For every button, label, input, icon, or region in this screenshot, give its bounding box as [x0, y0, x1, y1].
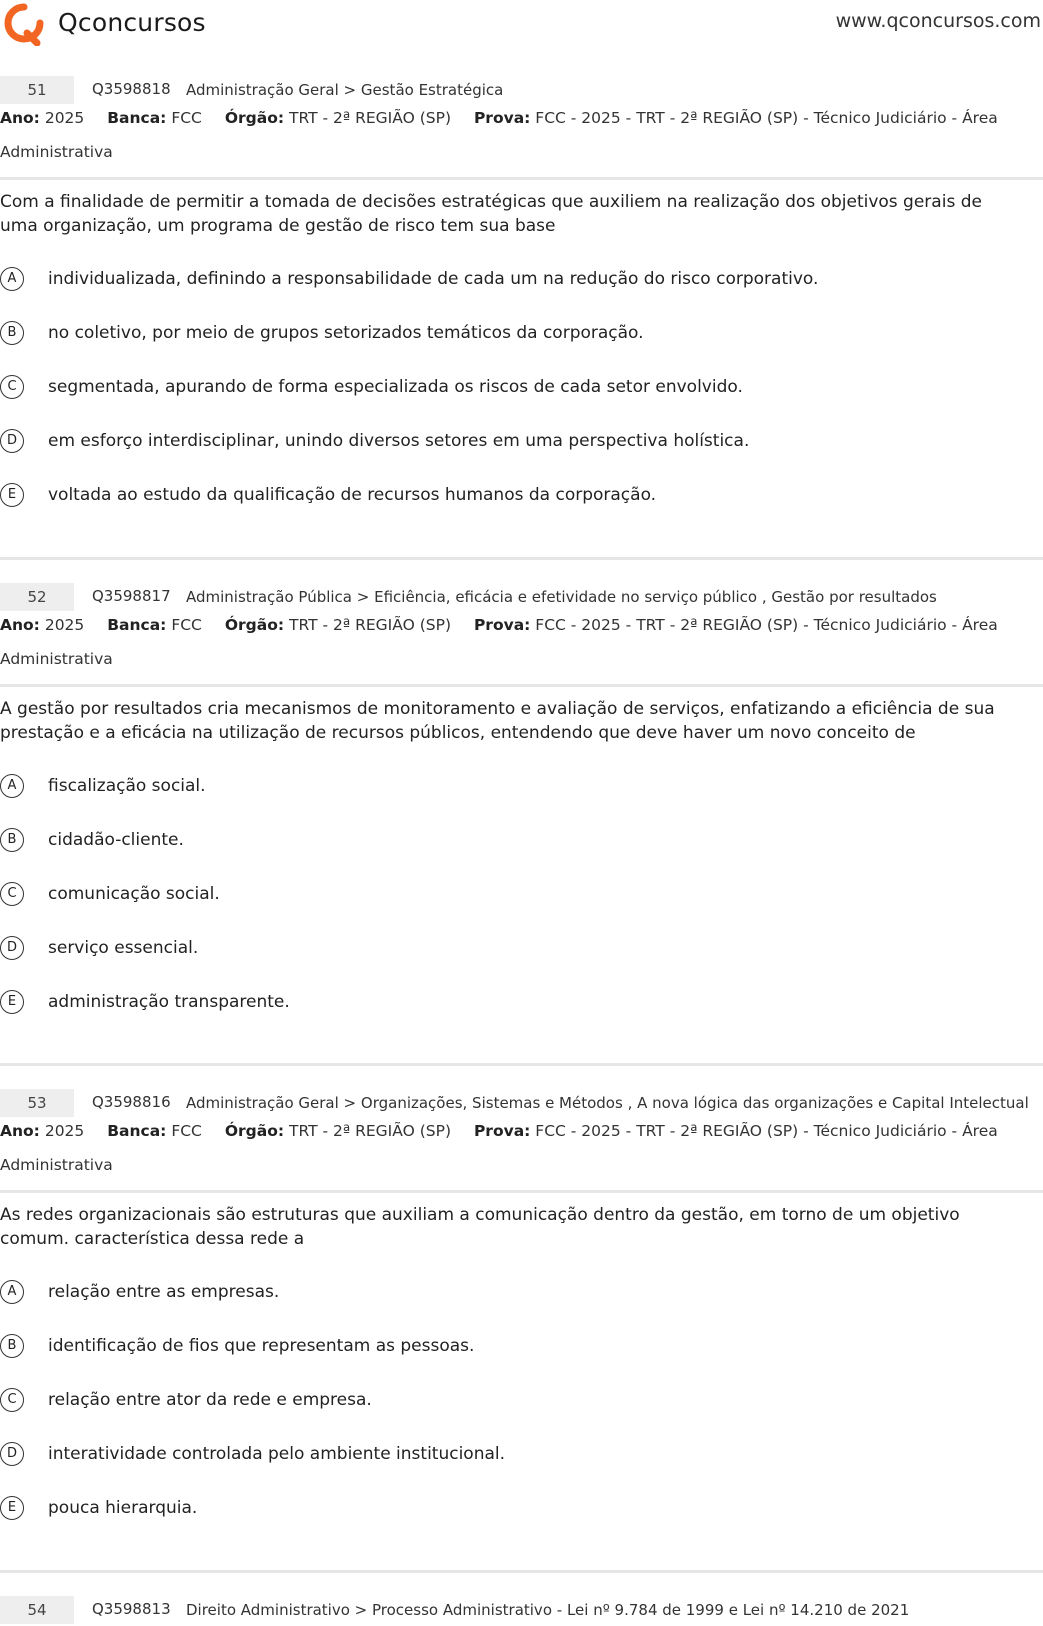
question-number: 53 — [0, 1089, 74, 1117]
option-text[interactable]: serviço essencial. — [48, 938, 199, 958]
orgao-label: Órgão: — [224, 616, 285, 634]
question-52 — [0, 583, 1043, 1012]
question-id[interactable]: Q3598817 — [92, 587, 171, 605]
prova-value: FCC - 2025 - TRT - 2ª REGIÃO (SP) - Técnico Judiciário - Área — [535, 109, 998, 127]
ano-label: Ano: — [0, 616, 40, 634]
option-letter[interactable]: E — [0, 990, 24, 1014]
option-text[interactable]: cidadão-cliente. — [48, 830, 184, 850]
question-54 — [0, 1596, 1043, 1626]
question-meta — [0, 76, 1043, 106]
option-text[interactable]: em esforço interdisciplinar, unindo diversos setores em uma perspectiva holística. — [48, 431, 750, 451]
option-letter[interactable]: B — [0, 1334, 24, 1358]
question-meta — [0, 1089, 1043, 1119]
question-id[interactable]: Q3598813 — [92, 1600, 171, 1618]
option-text[interactable]: no coletivo, por meio de grupos setorizados temáticos da corporação. — [48, 323, 644, 343]
question-info — [0, 109, 998, 127]
prova-label: Prova: — [473, 109, 531, 127]
banca-label: Banca: — [107, 109, 167, 127]
question-meta — [0, 1596, 1043, 1626]
question-stem: Com a finalidade de permitir a tomada de decisões estratégicas que auxiliem na realização dos objetivos gerais de uma organização, um programa de gestão de risco tem sua base — [0, 192, 982, 236]
banca-label: Banca: — [107, 616, 167, 634]
question-53 — [0, 1089, 1043, 1518]
question-separator — [0, 1063, 1043, 1066]
option-text[interactable]: identificação de fios que representam as pessoas. — [48, 1336, 475, 1356]
option-e[interactable] — [0, 483, 1043, 513]
ano-label: Ano: — [0, 1122, 40, 1140]
question-id[interactable]: Q3598816 — [92, 1093, 171, 1111]
ano-label: Ano: — [0, 109, 40, 127]
option-e[interactable] — [0, 1496, 1043, 1526]
option-letter[interactable]: A — [0, 1280, 24, 1304]
option-d[interactable] — [0, 429, 1043, 459]
option-c[interactable] — [0, 1388, 1043, 1418]
option-text[interactable]: voltada ao estudo da qualificação de recursos humanos da corporação. — [48, 485, 657, 505]
option-letter[interactable]: A — [0, 267, 24, 291]
prova-value-cont: Administrativa — [0, 1156, 113, 1174]
question-number: 54 — [0, 1596, 74, 1624]
option-text[interactable]: interatividade controlada pelo ambiente institucional. — [48, 1444, 506, 1464]
question-subject[interactable]: Administração Geral > Gestão Estratégica — [186, 81, 504, 99]
option-c[interactable] — [0, 882, 1043, 912]
option-a[interactable] — [0, 1280, 1043, 1310]
prova-value-cont: Administrativa — [0, 143, 113, 161]
ano-value: 2025 — [44, 616, 85, 634]
question-info — [0, 616, 998, 634]
banca-label: Banca: — [107, 1122, 167, 1140]
option-text[interactable]: pouca hierarquia. — [48, 1498, 198, 1518]
prova-value: FCC - 2025 - TRT - 2ª REGIÃO (SP) - Técnico Judiciário - Área — [535, 616, 998, 634]
question-subject[interactable]: Administração Geral > Organizações, Sistemas e Métodos , A nova lógica das organizações e Capital Intelectual — [186, 1094, 1029, 1112]
banca-value: FCC — [171, 1122, 202, 1140]
option-letter[interactable]: C — [0, 882, 24, 906]
option-letter[interactable]: E — [0, 483, 24, 507]
orgao-value: TRT - 2ª REGIÃO (SP) — [288, 1122, 451, 1140]
logo-text[interactable]: Qconcursos — [58, 8, 206, 37]
question-stem: As redes organizacionais são estruturas que auxiliam a comunicação dentro da gestão, em torno de um objetivo comum. característica dessa rede a — [0, 1205, 960, 1249]
question-meta — [0, 583, 1043, 613]
option-letter[interactable]: D — [0, 429, 24, 453]
prova-value-cont: Administrativa — [0, 650, 113, 668]
orgao-label: Órgão: — [224, 109, 285, 127]
option-letter[interactable]: D — [0, 936, 24, 960]
question-id[interactable]: Q3598818 — [92, 80, 171, 98]
option-letter[interactable]: E — [0, 1496, 24, 1520]
option-b[interactable] — [0, 321, 1043, 351]
prova-value: FCC - 2025 - TRT - 2ª REGIÃO (SP) - Técnico Judiciário - Área — [535, 1122, 998, 1140]
option-d[interactable] — [0, 1442, 1043, 1472]
question-number: 52 — [0, 583, 74, 611]
option-letter[interactable]: D — [0, 1442, 24, 1466]
option-text[interactable]: fiscalização social. — [48, 776, 206, 796]
option-c[interactable] — [0, 375, 1043, 405]
banca-value: FCC — [171, 109, 202, 127]
option-a[interactable] — [0, 774, 1043, 804]
question-info — [0, 1122, 998, 1140]
divider — [0, 1190, 1043, 1193]
option-text[interactable]: relação entre as empresas. — [48, 1282, 280, 1302]
question-separator — [0, 557, 1043, 560]
option-a[interactable] — [0, 267, 1043, 297]
orgao-value: TRT - 2ª REGIÃO (SP) — [288, 109, 451, 127]
question-51 — [0, 76, 1043, 505]
option-letter[interactable]: B — [0, 321, 24, 345]
ano-value: 2025 — [44, 109, 85, 127]
option-letter[interactable]: B — [0, 828, 24, 852]
qconcursos-logo-icon[interactable] — [2, 2, 46, 46]
option-text[interactable]: segmentada, apurando de forma especializada os riscos de cada setor envolvido. — [48, 377, 743, 397]
divider — [0, 177, 1043, 180]
option-text[interactable]: relação entre ator da rede e empresa. — [48, 1390, 372, 1410]
option-text[interactable]: administração transparente. — [48, 992, 290, 1012]
question-stem: A gestão por resultados cria mecanismos de monitoramento e avaliação de serviços, enfatizando a eficiência de sua prestação e a eficácia na utilização de recursos públicos, entendendo que deve haver um novo conceito de — [0, 699, 995, 743]
option-text[interactable]: comunicação social. — [48, 884, 220, 904]
question-separator — [0, 1570, 1043, 1573]
orgao-value: TRT - 2ª REGIÃO (SP) — [288, 616, 451, 634]
option-b[interactable] — [0, 828, 1043, 858]
ano-value: 2025 — [44, 1122, 85, 1140]
question-subject[interactable]: Administração Pública > Eficiência, eficácia e efetividade no serviço público , Gestão por resultados — [186, 588, 937, 606]
site-url[interactable]: www.qconcursos.com — [835, 10, 1041, 32]
option-e[interactable] — [0, 990, 1043, 1020]
question-number: 51 — [0, 76, 74, 104]
divider — [0, 684, 1043, 687]
option-letter[interactable]: A — [0, 774, 24, 798]
prova-label: Prova: — [473, 1122, 531, 1140]
question-subject[interactable]: Direito Administrativo > Processo Administrativo - Lei nº 9.784 de 1999 e Lei nº 14.210 de 2021 — [186, 1601, 910, 1619]
option-d[interactable] — [0, 936, 1043, 966]
page-header — [0, 0, 1043, 48]
option-letter[interactable]: C — [0, 1388, 24, 1412]
option-b[interactable] — [0, 1334, 1043, 1364]
banca-value: FCC — [171, 616, 202, 634]
prova-label: Prova: — [473, 616, 531, 634]
option-text[interactable]: individualizada, definindo a responsabilidade de cada um na redução do risco corporativo. — [48, 269, 819, 289]
option-letter[interactable]: C — [0, 375, 24, 399]
orgao-label: Órgão: — [224, 1122, 285, 1140]
